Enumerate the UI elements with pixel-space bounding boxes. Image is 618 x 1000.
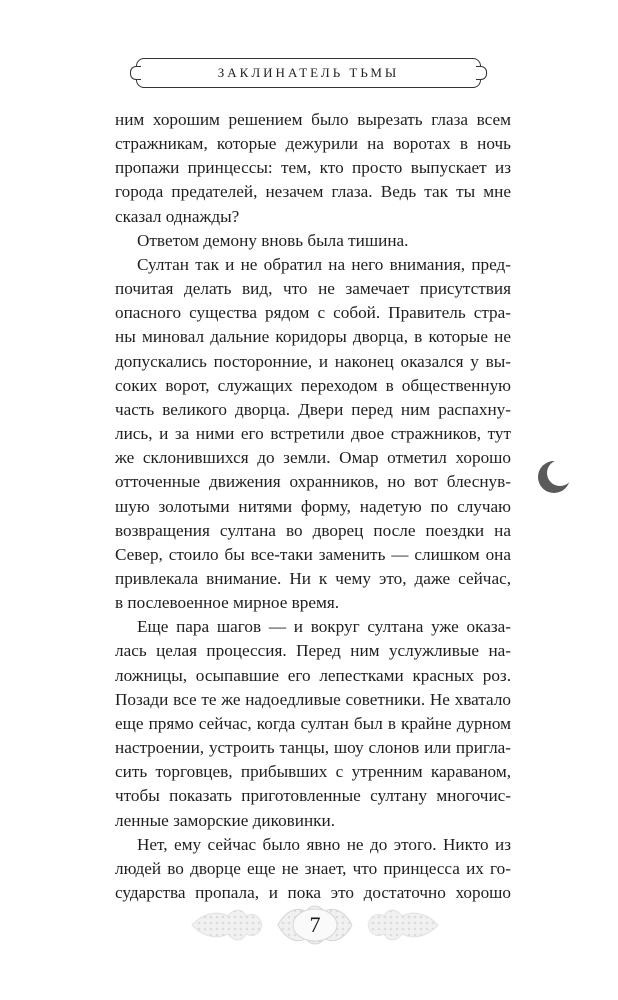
text-line: сударства пропала, и пока это достаточно хорошо (115, 883, 511, 902)
text-line: Султан так и не обратил на него внимания, пред- (137, 254, 511, 274)
text-line: привлекала внимание. Ни к чему это, даже сейчас, (115, 568, 511, 588)
text-line: Нет, ему сейчас было явно не до этого. Никто из (137, 834, 511, 854)
crescent-moon-icon (537, 460, 571, 494)
text-line: Позади все те же надоедливые советники. Не хватало (115, 689, 511, 709)
page-number: 7 (309, 912, 321, 937)
paragraph (115, 108, 511, 229)
text-line: же склонившихся до земли. Омар отметил хорошо (115, 448, 511, 468)
text-line: Ответом демону вновь была тишина. (137, 230, 409, 250)
text-line: пропажи принцессы: тем, кто просто выпускает из (115, 158, 511, 178)
page-footer (190, 902, 440, 948)
text-line: лись, и за ними его встретили двое стражников, тут (115, 424, 511, 444)
text-line: ложницы, осыпавшие его лепестками красных роз. (115, 665, 511, 685)
text-line: шую золотыми нитями форму, надетую по случаю (115, 496, 511, 516)
text-line: в послевоенное мирное время. (115, 593, 340, 613)
paragraph (115, 833, 511, 905)
text-line: сить торговцев, прибывших с утренним караваном, (115, 762, 511, 782)
text-line: возвращения султана во дворец после поездки на (115, 520, 511, 540)
paragraph (115, 615, 511, 832)
text-line: города предателей, незачем глаза. Ведь так ты мне (115, 182, 511, 202)
text-line: лась целая процессия. Перед ним услужливые на- (115, 641, 511, 661)
text-line: стражникам, которые дежурили на воротах в ночь (115, 134, 511, 154)
text-line: отточенные движения охранников, но вот блеснув- (115, 472, 511, 492)
paragraph (115, 253, 511, 615)
running-title: ЗАКЛИНАТЕЛЬ ТЬМЫ (217, 65, 400, 80)
text-line: часть великого дворца. Двери перед ним распахну- (115, 399, 511, 419)
running-header (136, 58, 481, 88)
text-line: чтобы показать приготовленные султану многочис- (115, 786, 511, 806)
text-line: почитая делать вид, что не замечает присутствия (115, 279, 511, 299)
text-line: сказал однажды? (115, 206, 240, 226)
text-line: еще прямо сейчас, когда султан был в крайне дурном (115, 713, 511, 733)
text-line: Еще пара шагов — и вокруг султана уже оказа- (137, 617, 511, 637)
body-text (115, 108, 511, 905)
text-line: людей во дворце еще не знает, что принцесса их го- (115, 858, 511, 878)
text-line: Север, стоило бы все-таки заменить — слишком она (115, 544, 511, 564)
text-line: ны миновал дальние коридоры дворца, в которые не (115, 327, 511, 347)
paragraph (115, 229, 511, 253)
text-line: настроении, устроить танцы, шоу слонов или пригла- (115, 738, 511, 758)
text-line: ним хорошим решением было вырезать глаза всем (115, 110, 511, 129)
text-line: ленные заморские диковинки. (115, 810, 336, 830)
text-line: соких ворот, служащих переходом в общественную (115, 375, 511, 395)
text-line: допускались посторонние, и наконец оказался у вы- (115, 351, 511, 371)
text-line: опасного существа рядом с собой. Правитель стра- (115, 303, 511, 323)
